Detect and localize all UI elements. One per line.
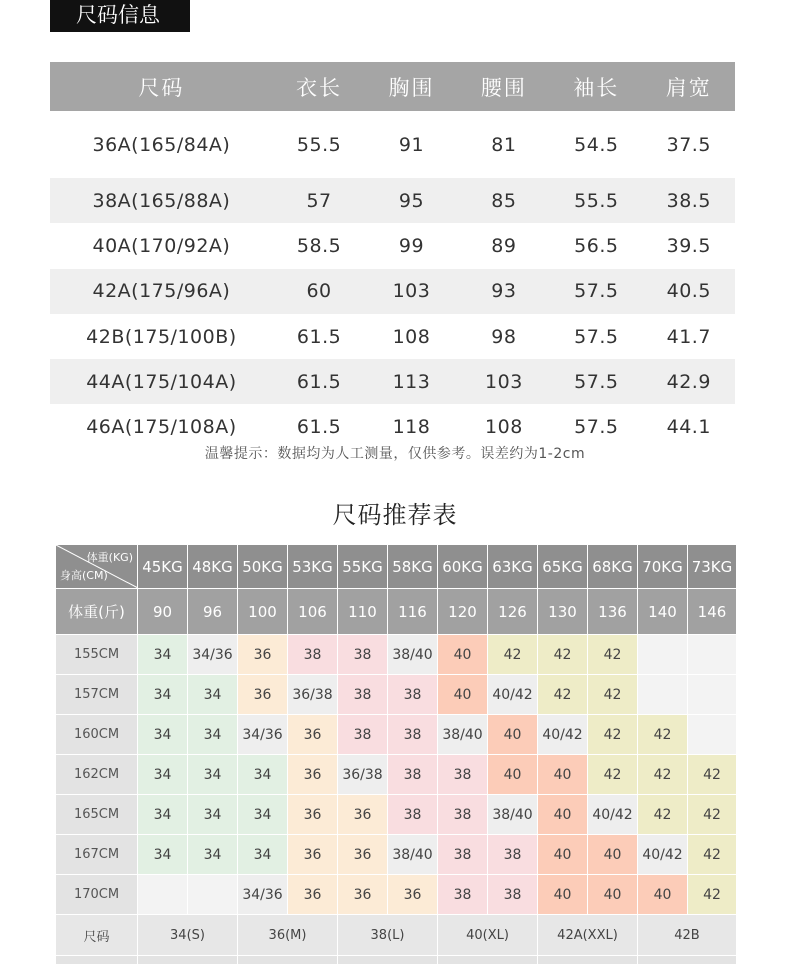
measure-cell: 95 — [365, 178, 457, 223]
height-row — [56, 715, 737, 755]
height-label: 170CM — [56, 875, 138, 915]
size-cell: 42 — [688, 755, 737, 795]
size-cell: 36 — [388, 875, 438, 915]
height-label: 160CM — [56, 715, 138, 755]
size-label: 尺码 — [56, 915, 138, 956]
size-cell — [688, 675, 737, 715]
size-cell: 34/36 — [188, 635, 238, 675]
size-cell: 38 — [388, 755, 438, 795]
size-cell: 42 — [638, 755, 688, 795]
weight-kg-cell: 45KG — [138, 545, 188, 589]
size-cell: 36 — [288, 835, 338, 875]
measure-cell: 91 — [398, 133, 425, 156]
size-cell: 40/42 — [488, 675, 538, 715]
measure-cell: 44.1 — [666, 416, 711, 439]
size-cell: 42 — [538, 635, 588, 675]
header-shoulder: 肩宽 — [643, 62, 735, 111]
weight-kg-row — [56, 545, 737, 589]
weight-jin-cell: 106 — [288, 589, 338, 635]
size-cell: 34 — [138, 835, 188, 875]
weight-kg-cell: 73KG — [688, 545, 737, 589]
size-cell: 36 — [238, 675, 288, 715]
continuation-cell — [138, 956, 238, 965]
height-row — [56, 755, 737, 795]
measure-cell: 54.5 — [574, 133, 619, 156]
size-cell: 38 — [388, 715, 438, 755]
weight-kg-cell: 55KG — [338, 545, 388, 589]
measure-cell: 57.5 — [550, 359, 642, 404]
size-cell: 38 — [438, 835, 488, 875]
size-cell: 34 — [188, 675, 238, 715]
measure-cell: 108 — [392, 325, 431, 348]
weight-jin-cell: 130 — [538, 589, 588, 635]
size-row — [50, 314, 735, 359]
size-name-cell: 40A(170/92A) — [92, 234, 231, 257]
measure-cell: 61.5 — [296, 416, 342, 439]
size-cell: 38 — [388, 675, 438, 715]
size-cell: 42 — [688, 835, 737, 875]
continuation-cell — [338, 956, 438, 965]
size-cell: 40 — [588, 875, 638, 915]
weight-jin-cell: 110 — [338, 589, 388, 635]
size-cell: 38 — [438, 795, 488, 835]
size-cell: 38/40 — [388, 835, 438, 875]
size-cell: 38 — [338, 715, 388, 755]
size-cell: 38 — [438, 875, 488, 915]
height-row — [56, 635, 737, 675]
header-sleeve: 袖长 — [550, 62, 642, 111]
height-label: 155CM — [56, 635, 138, 675]
size-cell: 36 — [338, 835, 388, 875]
size-name-cell: 38A(165/88A) — [50, 178, 273, 223]
header-length: 衣长 — [273, 62, 365, 111]
size-cell: 38 — [388, 795, 438, 835]
size-name-cell: 46A(175/108A) — [86, 416, 237, 439]
size-cell: 42 — [488, 635, 538, 675]
size-cell: 40 — [438, 675, 488, 715]
measure-cell: 60 — [273, 269, 365, 314]
size-row — [50, 111, 735, 178]
height-row — [56, 795, 737, 835]
measure-cell: 93 — [458, 269, 550, 314]
size-cell: 34 — [188, 755, 238, 795]
measure-cell: 103 — [365, 269, 457, 314]
measure-cell: 61.5 — [296, 325, 342, 348]
measure-cell: 57.5 — [550, 269, 642, 314]
size-row — [50, 178, 735, 223]
size-cell: 42 — [688, 795, 737, 835]
size-cell: 42 — [688, 875, 737, 915]
size-cell: 40/42 — [588, 795, 638, 835]
measure-cell: 38.5 — [643, 178, 735, 223]
continuation-cell — [438, 956, 538, 965]
height-row — [56, 675, 737, 715]
size-cell: 38/40 — [488, 795, 538, 835]
size-name-cell: 44A(175/104A) — [50, 359, 273, 404]
size-cell: 36 — [288, 715, 338, 755]
size-recommendation-table — [55, 544, 737, 965]
size-cell — [688, 715, 737, 755]
measure-cell: 99 — [398, 234, 425, 257]
size-cell: 40 — [438, 635, 488, 675]
size-cell: 36 — [338, 795, 388, 835]
size-cell — [638, 675, 688, 715]
size-cell: 42 — [588, 755, 638, 795]
size-cell: 38 — [338, 675, 388, 715]
size-cell: 34 — [188, 795, 238, 835]
size-cell: 42 — [588, 715, 638, 755]
measure-cell: 40.5 — [643, 269, 735, 314]
size-cell: 38 — [338, 635, 388, 675]
size-cell: 34 — [138, 675, 188, 715]
measure-cell: 89 — [491, 234, 517, 257]
section-title: 尺码信息 — [50, 0, 190, 32]
continuation-cell — [638, 956, 737, 965]
measure-cell: 57 — [273, 178, 365, 223]
jin-label: 体重(斤) — [56, 589, 138, 635]
height-label: 167CM — [56, 835, 138, 875]
size-cell: 36 — [288, 875, 338, 915]
size-group-cell: 40(XL) — [438, 915, 538, 956]
size-cell: 40 — [488, 715, 538, 755]
size-cell: 42 — [638, 795, 688, 835]
measure-cell: 55.5 — [550, 178, 642, 223]
size-group-cell: 42B — [638, 915, 737, 956]
size-cell: 38 — [288, 635, 338, 675]
weight-jin-cell: 120 — [438, 589, 488, 635]
size-cell: 40/42 — [538, 715, 588, 755]
measure-cell: 41.7 — [666, 325, 711, 348]
size-name-cell: 42A(175/96A) — [50, 269, 273, 314]
size-cell: 38 — [488, 875, 538, 915]
size-group-cell: 34(S) — [138, 915, 238, 956]
weight-kg-cell: 53KG — [288, 545, 338, 589]
weight-kg-cell: 63KG — [488, 545, 538, 589]
weight-kg-cell: 50KG — [238, 545, 288, 589]
weight-jin-cell: 146 — [688, 589, 737, 635]
weight-jin-cell: 90 — [138, 589, 188, 635]
weight-jin-cell: 136 — [588, 589, 638, 635]
size-cell: 36/38 — [338, 755, 388, 795]
size-cell: 40 — [538, 875, 588, 915]
continuation-cell — [238, 956, 338, 965]
size-cell: 34 — [188, 715, 238, 755]
measure-cell: 57.5 — [574, 416, 619, 439]
size-row — [50, 223, 735, 268]
size-group-row — [56, 915, 737, 956]
size-cell: 36 — [288, 795, 338, 835]
height-row — [56, 835, 737, 875]
measure-cell: 55.5 — [296, 133, 342, 156]
measure-cell: 56.5 — [574, 234, 619, 257]
table-continuation — [56, 956, 737, 965]
measurement-tip: 温馨提示：数据均为人工测量，仅供参考。误差约为1-2cm — [204, 446, 586, 462]
size-group-cell: 42A(XXL) — [538, 915, 638, 956]
size-cell: 34 — [138, 755, 188, 795]
size-cell: 40 — [638, 875, 688, 915]
size-cell: 36 — [288, 755, 338, 795]
size-cell: 42 — [588, 635, 638, 675]
measure-cell: 113 — [365, 359, 457, 404]
measure-cell: 57.5 — [574, 325, 619, 348]
weight-kg-cell: 60KG — [438, 545, 488, 589]
size-cell: 42 — [588, 675, 638, 715]
size-cell: 40/42 — [638, 835, 688, 875]
size-cell: 42 — [638, 715, 688, 755]
size-cell: 38 — [438, 755, 488, 795]
size-cell: 40 — [538, 755, 588, 795]
corner-cell — [56, 545, 138, 589]
size-name-cell: 36A(165/84A) — [92, 133, 231, 156]
size-table-header — [50, 62, 735, 111]
measure-cell: 98 — [491, 325, 517, 348]
size-info-table — [50, 62, 735, 450]
measure-cell: 85 — [458, 178, 550, 223]
weight-jin-cell: 126 — [488, 589, 538, 635]
size-cell — [188, 875, 238, 915]
size-cell: 38/40 — [438, 715, 488, 755]
size-cell: 40 — [538, 835, 588, 875]
measure-cell: 58.5 — [296, 234, 342, 257]
continuation-cell — [538, 956, 638, 965]
weight-kg-cell: 70KG — [638, 545, 688, 589]
measure-cell: 108 — [485, 416, 523, 439]
measure-cell: 42.9 — [643, 359, 735, 404]
size-group-cell: 38(L) — [338, 915, 438, 956]
size-cell: 34 — [238, 835, 288, 875]
weight-kg-cell: 68KG — [588, 545, 638, 589]
size-cell — [638, 635, 688, 675]
measure-cell: 81 — [491, 133, 517, 156]
height-label: 165CM — [56, 795, 138, 835]
size-cell: 34 — [138, 635, 188, 675]
size-cell — [688, 635, 737, 675]
weight-kg-cell: 48KG — [188, 545, 238, 589]
header-size: 尺码 — [50, 62, 273, 111]
weight-jin-row — [56, 589, 737, 635]
size-cell: 40 — [538, 795, 588, 835]
size-cell: 34 — [188, 835, 238, 875]
size-cell: 34/36 — [238, 875, 288, 915]
measure-cell: 37.5 — [666, 133, 711, 156]
header-chest: 胸围 — [365, 62, 457, 111]
size-cell: 34 — [138, 795, 188, 835]
corner-height-label: 身高(CM) — [60, 569, 108, 582]
size-cell: 38 — [488, 835, 538, 875]
size-cell: 34/36 — [238, 715, 288, 755]
height-row — [56, 875, 737, 915]
weight-kg-cell: 65KG — [538, 545, 588, 589]
size-row — [50, 269, 735, 314]
measure-cell: 39.5 — [666, 234, 711, 257]
weight-jin-cell: 140 — [638, 589, 688, 635]
size-cell: 36 — [238, 635, 288, 675]
header-waist: 腰围 — [458, 62, 550, 111]
size-group-cell: 36(M) — [238, 915, 338, 956]
size-cell: 40 — [488, 755, 538, 795]
size-cell: 42 — [538, 675, 588, 715]
height-label: 162CM — [56, 755, 138, 795]
size-name-cell: 42B(175/100B) — [86, 325, 237, 348]
weight-jin-cell: 116 — [388, 589, 438, 635]
recommendation-title: 尺码推荐表 — [332, 501, 458, 529]
corner-weight-label: 体重(KG) — [86, 551, 133, 564]
continuation-cell — [56, 956, 138, 965]
weight-jin-cell: 100 — [238, 589, 288, 635]
size-cell: 36/38 — [288, 675, 338, 715]
size-cell: 34 — [238, 755, 288, 795]
size-cell: 36 — [338, 875, 388, 915]
size-cell: 34 — [138, 715, 188, 755]
measure-cell: 118 — [392, 416, 431, 439]
size-cell: 40 — [588, 835, 638, 875]
size-cell: 34 — [238, 795, 288, 835]
weight-jin-cell: 96 — [188, 589, 238, 635]
size-cell — [138, 875, 188, 915]
height-label: 157CM — [56, 675, 138, 715]
measure-cell: 103 — [458, 359, 550, 404]
weight-kg-cell: 58KG — [388, 545, 438, 589]
size-cell: 38/40 — [388, 635, 438, 675]
measure-cell: 61.5 — [273, 359, 365, 404]
size-row — [50, 359, 735, 404]
